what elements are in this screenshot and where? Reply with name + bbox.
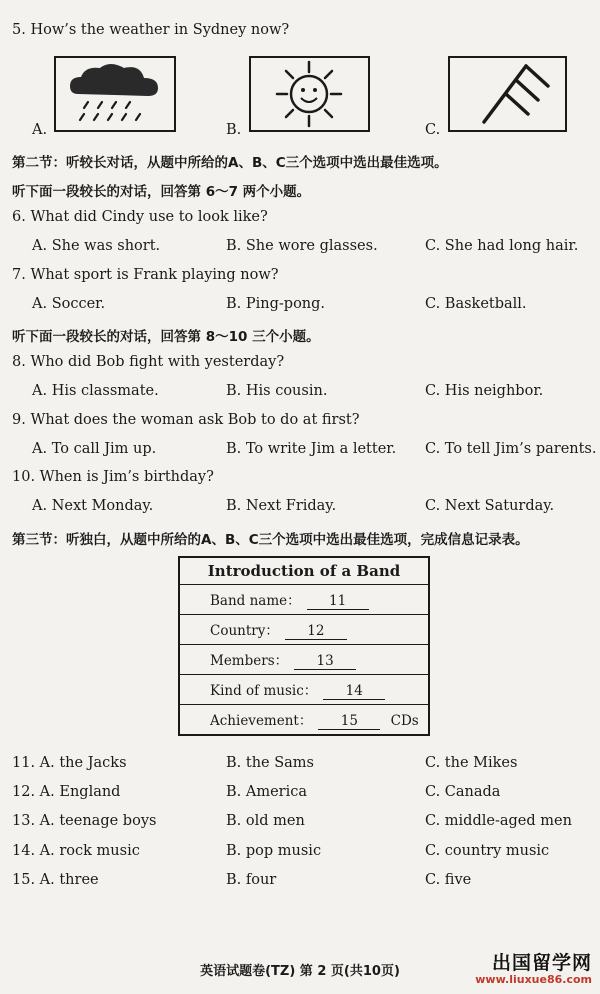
question-15-option-c[interactable]: C. five [425,872,472,888]
question-7-option-c[interactable]: C. Basketball. [425,296,527,312]
question-8-stem: 8. Who did Bob fight with yesterday? [12,354,285,370]
music-kind-row [179,675,429,705]
smiling-sun-icon [251,58,368,130]
question-7-stem: 7. What sport is Frank playing now? [12,267,279,283]
question-8-option-b[interactable]: B. His cousin. [226,383,328,399]
question-15-option-b[interactable]: B. four [226,872,277,888]
row-label: Kind of music： [210,683,318,699]
question-10-option-c[interactable]: C. Next Saturday. [425,498,555,514]
question-12-option-a[interactable]: 12. A. England [12,784,121,800]
answer-blank-12[interactable]: 12 [285,623,347,640]
question-11-option-b[interactable]: B. the Sams [226,755,314,771]
question-6-option-a[interactable]: A. She was short. [32,238,161,254]
question-10-option-a[interactable]: A. Next Monday. [32,498,154,514]
band-info-table [178,556,430,736]
option-b-label: B. [226,122,242,138]
question-10-stem: 10. When is Jim’s birthday? [12,469,214,485]
section-2-heading: 第二节：听较长对话，从题中所给的A、B、C三个选项中选出最佳选项。 [12,155,448,171]
answer-blank-14[interactable]: 14 [323,683,385,700]
watermark-name: 出国留学网 [491,952,592,974]
unit-label: CDs [390,713,419,729]
question-11-option-c[interactable]: C. the Mikes [425,755,518,771]
rain-cloud-icon [56,58,174,130]
question-6-stem: 6. What did Cindy use to look like? [12,209,268,225]
achievement-row [179,705,429,736]
question-13-option-b[interactable]: B. old men [226,813,305,829]
band-name-row [179,585,429,615]
question-14-option-b[interactable]: B. pop music [226,843,322,859]
answer-blank-13[interactable]: 13 [294,653,356,670]
question-7-option-a[interactable]: A. Soccer. [32,296,106,312]
question-13-option-c[interactable]: C. middle-aged men [425,813,572,829]
row-label: Achievement： [210,713,313,729]
page-footer: 英语试题卷(TZ) 第 2 页(共10页) [200,964,400,979]
row-label: Members： [210,653,289,669]
row-label: Band name： [210,593,301,609]
answer-blank-11[interactable]: 11 [307,593,369,610]
question-14-option-a[interactable]: 14. A. rock music [12,843,140,859]
section-2-intro-6-7: 听下面一段较长的对话，回答第 6～7 两个小题。 [12,184,311,200]
question-9-option-c[interactable]: C. To tell Jim’s parents. [425,441,597,457]
option-a-picture[interactable] [54,56,176,132]
question-15-option-a[interactable]: 15. A. three [12,872,99,888]
option-a-label: A. [32,122,48,138]
question-7-option-b[interactable]: B. Ping-pong. [226,296,326,312]
question-10-option-b[interactable]: B. Next Friday. [226,498,337,514]
section-2-intro-8-10: 听下面一段较长的对话，回答第 8～10 三个小题。 [12,329,320,345]
option-c-label: C. [425,122,441,138]
country-row [179,615,429,645]
question-8-option-c[interactable]: C. His neighbor. [425,383,544,399]
answer-blank-15[interactable]: 15 [318,713,380,730]
wind-icon [450,58,565,130]
question-12-option-b[interactable]: B. America [226,784,308,800]
question-9-stem: 9. What does the woman ask Bob to do at first? [12,412,360,428]
question-6-option-b[interactable]: B. She wore glasses. [226,238,378,254]
question-12-option-c[interactable]: C. Canada [425,784,501,800]
question-5-stem: 5. How’s the weather in Sydney now? [12,22,290,38]
question-9-option-b[interactable]: B. To write Jim a letter. [226,441,397,457]
band-info-title: Introduction of a Band [179,557,429,585]
row-label: Country： [210,623,279,639]
option-b-picture[interactable] [249,56,370,132]
section-3-heading: 第三节：听独白，从题中所给的A、B、C三个选项中选出最佳选项，完成信息记录表。 [12,532,529,548]
watermark-url: www.liuxue86.com [475,972,592,986]
question-6-option-c[interactable]: C. She had long hair. [425,238,579,254]
question-11-option-a[interactable]: 11. A. the Jacks [12,755,127,771]
question-14-option-c[interactable]: C. country music [425,843,550,859]
watermark [475,954,592,985]
question-8-option-a[interactable]: A. His classmate. [32,383,159,399]
question-13-option-a[interactable]: 13. A. teenage boys [12,813,157,829]
option-c-picture[interactable] [448,56,567,132]
question-9-option-a[interactable]: A. To call Jim up. [32,441,157,457]
members-row [179,645,429,675]
